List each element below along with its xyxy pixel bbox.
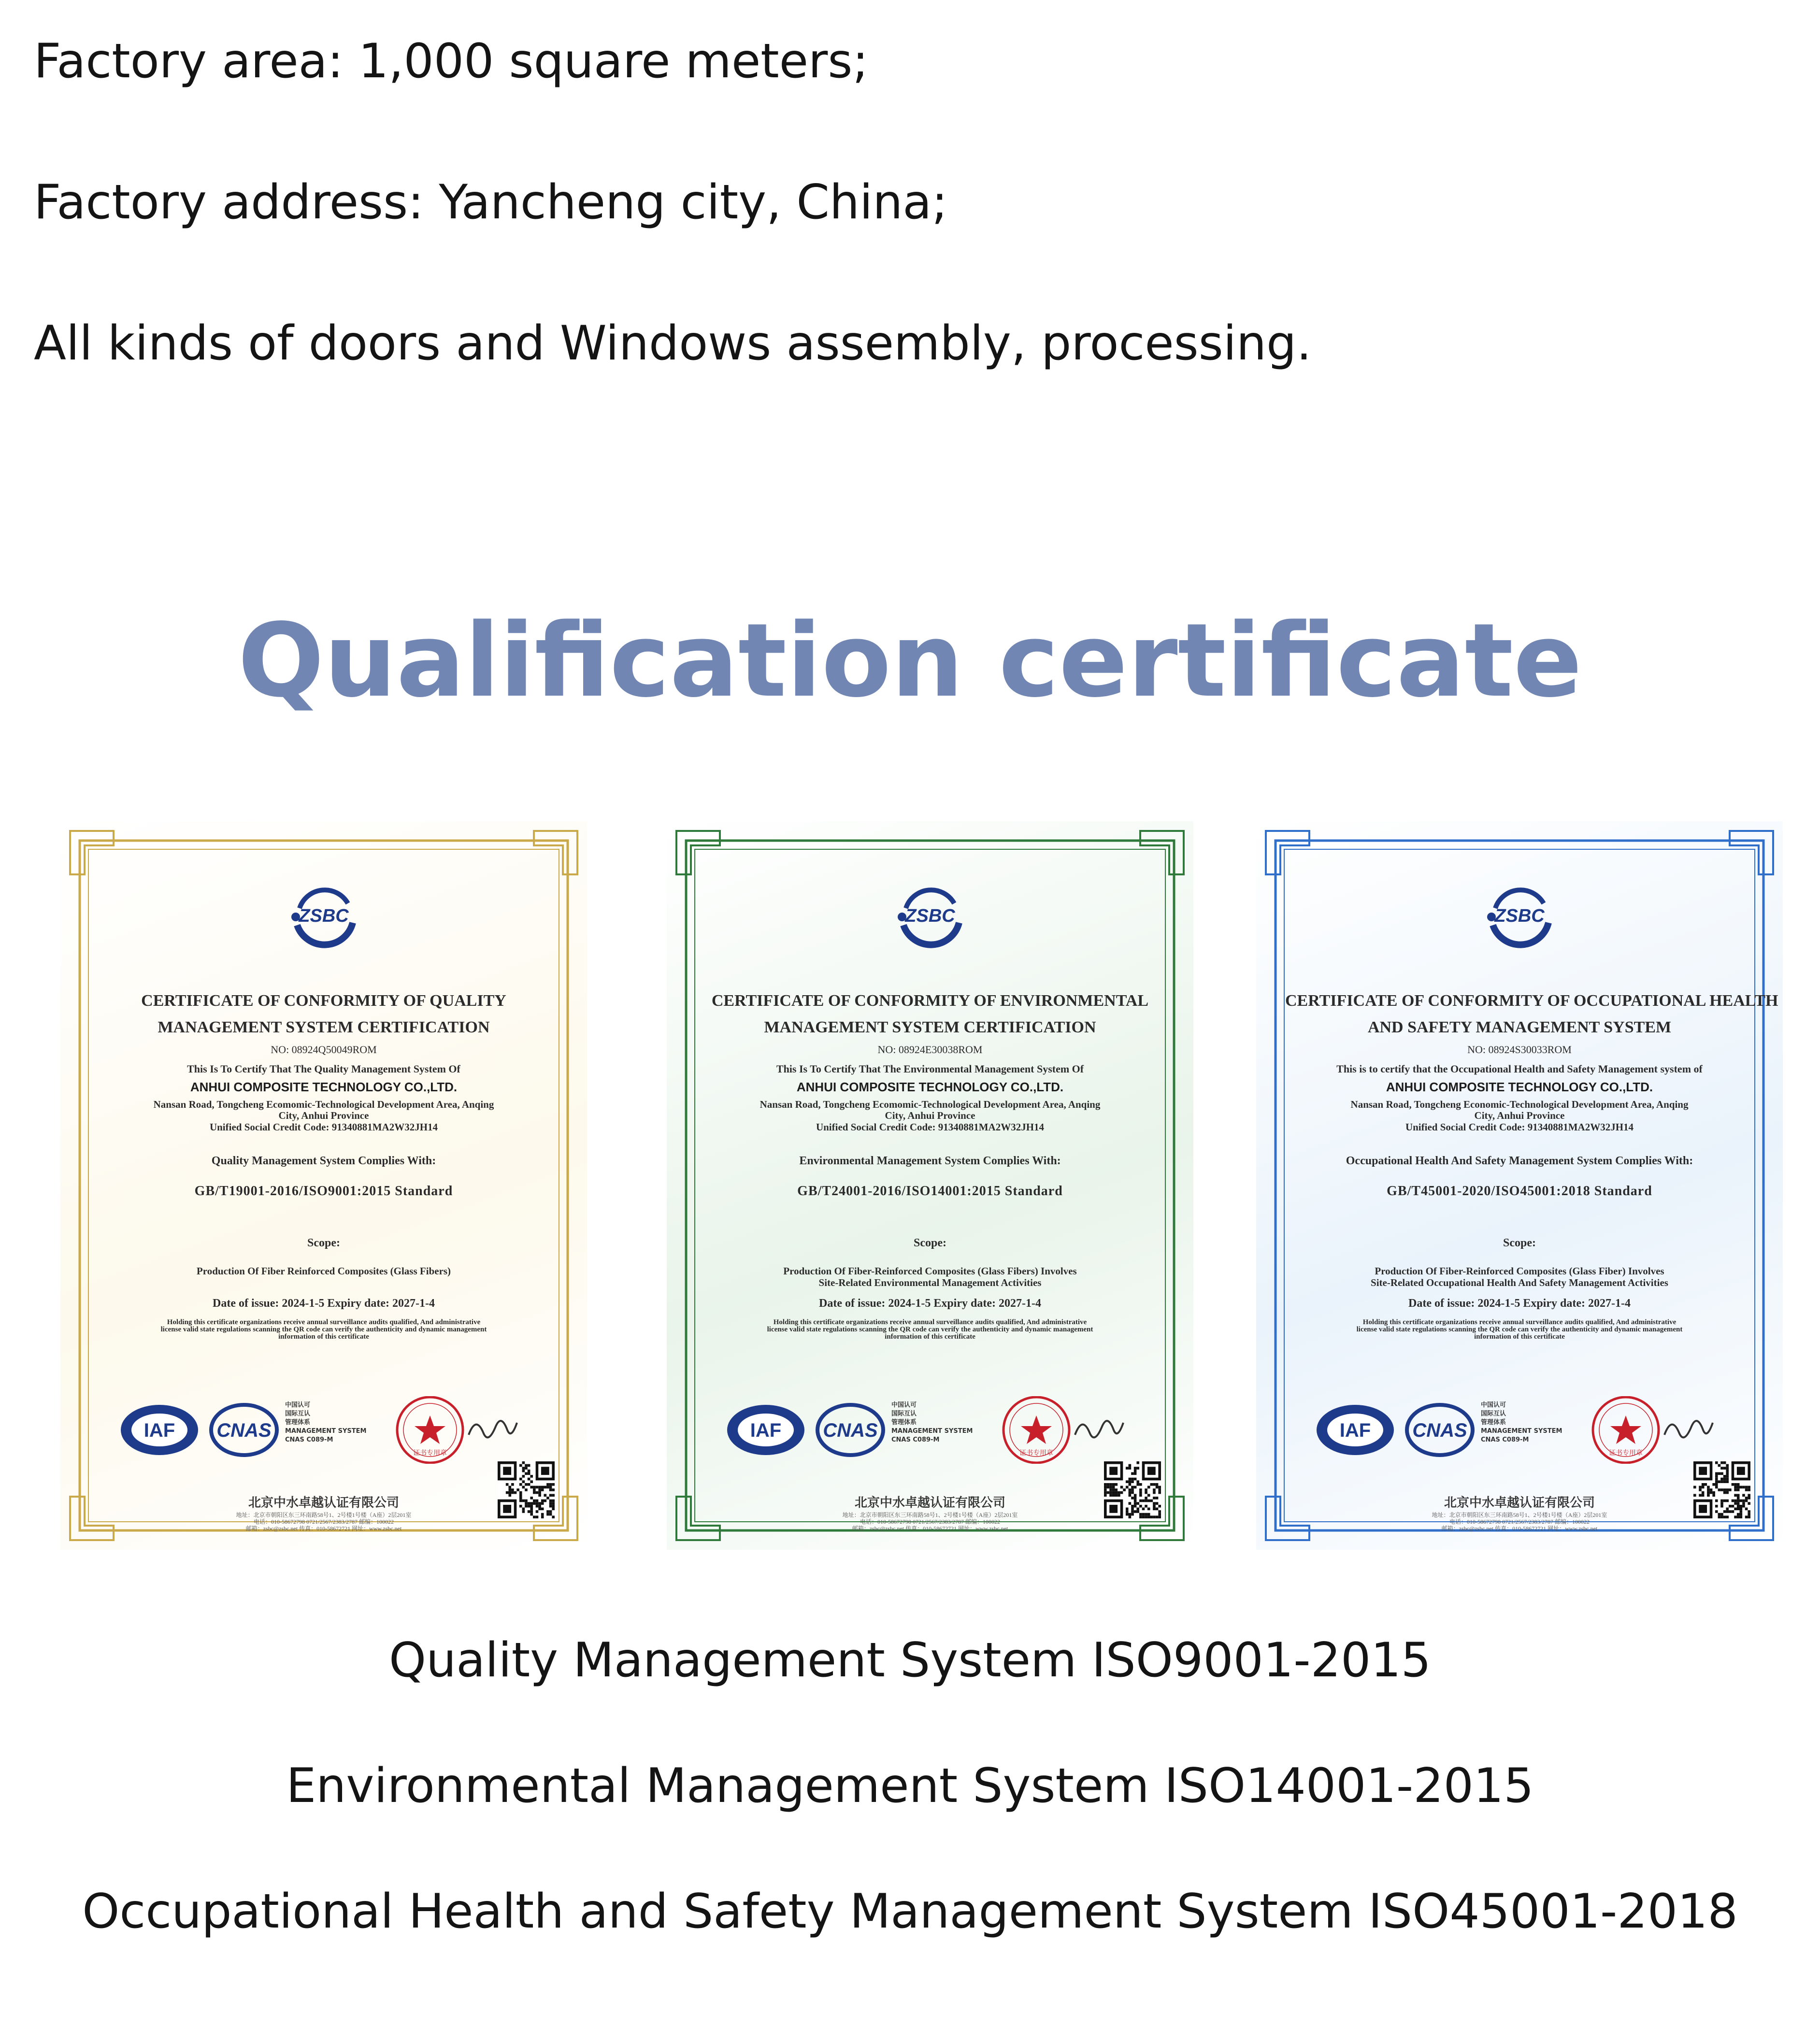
cert-standard: GB/T45001-2020/ISO45001:2018 Standard (1387, 1184, 1652, 1199)
cert-company: ANHUI COMPOSITE TECHNOLOGY CO.,LTD. (190, 1080, 458, 1094)
svg-text:中国认可: 中国认可 (1481, 1401, 1506, 1409)
cert-note-line2: license valid state regulations scanning the QR code can verify the authenticity and dynamic management (160, 1326, 487, 1333)
svg-text:IAF: IAF (1339, 1420, 1371, 1441)
cnas-text (891, 1401, 973, 1443)
accreditation-badges (727, 1396, 1143, 1464)
factory-scope-text: All kinds of doors and Windows assembly, processing. (34, 316, 1312, 371)
cert-scope-line1: Production Of Fiber Reinforced Composites (Glass Fibers) (196, 1265, 451, 1277)
cert-scope-line1: Production Of Fiber-Reinforced Composites (Glass Fibers) Involves (783, 1265, 1077, 1277)
cert-credit-code: Unified Social Credit Code: 91340881MA2W32JH14 (1405, 1121, 1634, 1133)
cert-scope-label: Scope: (914, 1237, 946, 1249)
cnas-text (285, 1401, 366, 1443)
signature-icon (1664, 1421, 1713, 1437)
cnas-logo-icon (817, 1405, 883, 1455)
svg-text:ZSBC: ZSBC (905, 906, 955, 926)
cert-note-line2: license valid state regulations scanning the QR code can verify the authenticity and dynamic management (767, 1326, 1093, 1333)
svg-text:国际互认: 国际互认 (891, 1410, 917, 1417)
cert-note-line3: information of this certificate (885, 1333, 975, 1341)
certificate-environmental (667, 821, 1193, 1550)
cert-address-line2: City, Anhui Province (278, 1110, 369, 1121)
certificate-occupational-health (1256, 821, 1783, 1550)
certification-seal-icon (1003, 1397, 1069, 1463)
certification-seal-icon (397, 1397, 463, 1463)
zsbc-logo-icon (1481, 879, 1558, 952)
cert-title-line2: AND SAFETY MANAGEMENT SYSTEM (1367, 1018, 1672, 1036)
factory-area-text: Factory area: 1,000 square meters; (34, 34, 869, 89)
cert-title-line1: CERTIFICATE OF CONFORMITY OF ENVIRONMENTAL (711, 992, 1149, 1010)
cert-title-line2: MANAGEMENT SYSTEM CERTIFICATION (158, 1018, 490, 1036)
svg-text:管理体系: 管理体系 (891, 1419, 917, 1426)
cert-address-line1: Nansan Road, Tongcheng Ecomomic-Technological Development Area, Anqing (760, 1099, 1101, 1110)
svg-text:证书专用章: 证书专用章 (413, 1449, 447, 1457)
cert-note-line1: Holding this certificate organizations receive annual surveillance audits qualified, And administrative (167, 1318, 481, 1326)
svg-text:管理体系: 管理体系 (1481, 1419, 1506, 1426)
iaf-logo-icon (727, 1405, 804, 1455)
cert-number: NO: 08924S30033ROM (1467, 1043, 1572, 1056)
svg-text:管理体系: 管理体系 (285, 1419, 311, 1426)
cert-note-line2: license valid state regulations scanning the QR code can verify the authenticity and dynamic management (1356, 1326, 1683, 1333)
svg-text:CNAS: CNAS (216, 1420, 272, 1441)
cert-note-line1: Holding this certificate organizations receive annual surveillance audits qualified, And administrative (1362, 1318, 1677, 1326)
cert-address-small-1: 地址：北京市朝阳区东三环南路58号1、2号楼1号楼（A座）2层201室 (842, 1512, 1018, 1518)
cert-address-line1: Nansan Road, Tongcheng Economic-Technological Development Area, Anqing (1350, 1099, 1689, 1110)
cert-note-line3: information of this certificate (278, 1333, 369, 1341)
cert-address-small-1: 地址：北京市朝阳区东三环南路58号1、2号楼1号楼（A座）2层201室 (1432, 1512, 1607, 1518)
svg-text:ZSBC: ZSBC (1494, 906, 1545, 926)
certification-seal-icon (1593, 1397, 1659, 1463)
cert-scope-line2: Site-Related Occupational Health And Safety Management Activities (1371, 1277, 1668, 1288)
cert-intro: This Is To Certify That The Environmental Management System Of (776, 1063, 1084, 1075)
cert-scope-label: Scope: (1503, 1237, 1536, 1249)
cert-company: ANHUI COMPOSITE TECHNOLOGY CO.,LTD. (796, 1080, 1064, 1094)
cert-address-small-2: 电话：010-58672798 0721/2567/2383/2787 邮编：100022 (860, 1518, 1000, 1525)
cert-note-line3: information of this certificate (1474, 1333, 1565, 1341)
svg-text:CNAS C089-M: CNAS C089-M (891, 1436, 940, 1443)
cert-title-line2: MANAGEMENT SYSTEM CERTIFICATION (764, 1018, 1096, 1036)
svg-text:中国认可: 中国认可 (891, 1401, 917, 1409)
cert-title-line1: CERTIFICATE OF CONFORMITY OF OCCUPATIONAL HEALTH (1285, 992, 1778, 1010)
cert-credit-code: Unified Social Credit Code: 91340881MA2W32JH14 (816, 1121, 1045, 1133)
cert-address-small-3: 邮箱：zsbc@zsbc.net 传真：010-58672721 网址：www.zsbc.net (852, 1525, 1008, 1532)
svg-text:国际互认: 国际互认 (285, 1410, 311, 1417)
cert-standard: GB/T19001-2016/ISO9001:2015 Standard (194, 1184, 453, 1199)
signature-icon (469, 1421, 517, 1437)
svg-text:CNAS: CNAS (1412, 1420, 1467, 1441)
svg-text:IAF: IAF (750, 1420, 782, 1441)
accreditation-badges (1317, 1396, 1732, 1464)
cert-issuer: 北京中水卓越认证有限公司 (1444, 1496, 1595, 1510)
iaf-logo-icon (121, 1405, 198, 1455)
cert-dates: Date of issue: 2024-1-5 Expiry date: 2027-1-4 (819, 1297, 1041, 1310)
iaf-logo-icon (1317, 1405, 1394, 1455)
svg-text:CNAS C089-M: CNAS C089-M (285, 1436, 333, 1443)
caption-iso9001: Quality Management System ISO9001-2015 (388, 1633, 1432, 1688)
factory-address-text: Factory address: Yancheng city, China; (34, 175, 948, 230)
caption-iso14001: Environmental Management System ISO14001-2015 (286, 1758, 1534, 1814)
zsbc-logo-icon (891, 879, 969, 952)
qr-code-icon (498, 1461, 555, 1518)
cert-number: NO: 08924Q50049ROM (271, 1043, 377, 1056)
cert-number: NO: 08924E30038ROM (877, 1043, 983, 1056)
cert-scope-line1: Production Of Fiber-Reinforced Composites (Glass Fiber) Involves (1375, 1265, 1664, 1277)
svg-text:证书专用章: 证书专用章 (1019, 1449, 1053, 1457)
cert-credit-code: Unified Social Credit Code: 91340881MA2W32JH14 (209, 1121, 438, 1133)
cert-dates: Date of issue: 2024-1-5 Expiry date: 2027-1-4 (213, 1297, 435, 1310)
svg-text:IAF: IAF (143, 1420, 175, 1441)
cert-issuer: 北京中水卓越认证有限公司 (854, 1496, 1005, 1510)
zsbc-logo-icon (285, 879, 362, 952)
cert-dates: Date of issue: 2024-1-5 Expiry date: 2027-1-4 (1408, 1297, 1631, 1310)
cert-intro: This Is To Certify That The Quality Management System Of (187, 1063, 460, 1075)
cert-standard: GB/T24001-2016/ISO14001:2015 Standard (797, 1184, 1063, 1199)
cert-address-small-1: 地址：北京市朝阳区东三环南路58号1、2号楼1号楼（A座）2层201室 (236, 1512, 412, 1518)
svg-text:中国认可: 中国认可 (285, 1401, 311, 1409)
svg-text:MANAGEMENT SYSTEM: MANAGEMENT SYSTEM (891, 1428, 973, 1435)
cert-address-line1: Nansan Road, Tongcheng Ecomomic-Technological Development Area, Anqing (153, 1099, 494, 1110)
cert-standard-label: Occupational Health And Safety Management System Complies With: (1346, 1155, 1693, 1167)
svg-text:MANAGEMENT SYSTEM: MANAGEMENT SYSTEM (1481, 1428, 1562, 1435)
cert-scope-label: Scope: (307, 1237, 340, 1249)
cert-intro: This is to certify that the Occupational Health and Safety Management system of (1336, 1063, 1703, 1075)
cert-standard-label: Quality Management System Complies With: (211, 1155, 436, 1167)
cert-address-small-3: 邮箱：zsbc@zsbc.net 传真：010-58672721 网址：www.zsbc.net (1441, 1525, 1598, 1532)
qualification-heading: Qualification certificate (238, 601, 1582, 720)
caption-iso45001: Occupational Health and Safety Management System ISO45001-2018 (82, 1884, 1738, 1939)
svg-text:CNAS C089-M: CNAS C089-M (1481, 1436, 1529, 1443)
cert-address-small-2: 电话：010-58672798 0721/2567/2383/2787 邮编：100022 (254, 1518, 394, 1525)
cnas-logo-icon (1407, 1405, 1473, 1455)
cert-standard-label: Environmental Management System Complies With: (799, 1155, 1061, 1167)
cert-address-line2: City, Anhui Province (885, 1110, 975, 1121)
cnas-text (1481, 1401, 1562, 1443)
cert-scope-line2: Site-Related Environmental Management Activities (818, 1277, 1042, 1288)
cert-address-small-3: 邮箱：zsbc@zsbc.net 传真：010-58672721 网址：www.zsbc.net (245, 1525, 402, 1532)
certificate-quality (60, 821, 587, 1550)
svg-text:MANAGEMENT SYSTEM: MANAGEMENT SYSTEM (285, 1428, 367, 1435)
accreditation-badges (121, 1396, 536, 1464)
cert-note-line1: Holding this certificate organizations receive annual surveillance audits qualified, And administrative (773, 1318, 1087, 1326)
signature-icon (1075, 1421, 1123, 1437)
cert-issuer: 北京中水卓越认证有限公司 (248, 1496, 399, 1510)
cert-address-line2: City, Anhui Province (1474, 1110, 1565, 1121)
qr-code-icon (1104, 1461, 1161, 1518)
svg-text:ZSBC: ZSBC (299, 906, 349, 926)
cert-title-line1: CERTIFICATE OF CONFORMITY OF QUALITY (141, 992, 506, 1010)
svg-text:CNAS: CNAS (823, 1420, 878, 1441)
svg-text:证书专用章: 证书专用章 (1609, 1449, 1643, 1457)
qr-code-icon (1693, 1461, 1750, 1518)
cert-company: ANHUI COMPOSITE TECHNOLOGY CO.,LTD. (1386, 1080, 1653, 1094)
cert-address-small-2: 电话：010-58672798 0721/2567/2383/2787 邮编：100022 (1449, 1518, 1590, 1525)
cnas-logo-icon (211, 1405, 277, 1455)
svg-text:国际互认: 国际互认 (1481, 1410, 1506, 1417)
